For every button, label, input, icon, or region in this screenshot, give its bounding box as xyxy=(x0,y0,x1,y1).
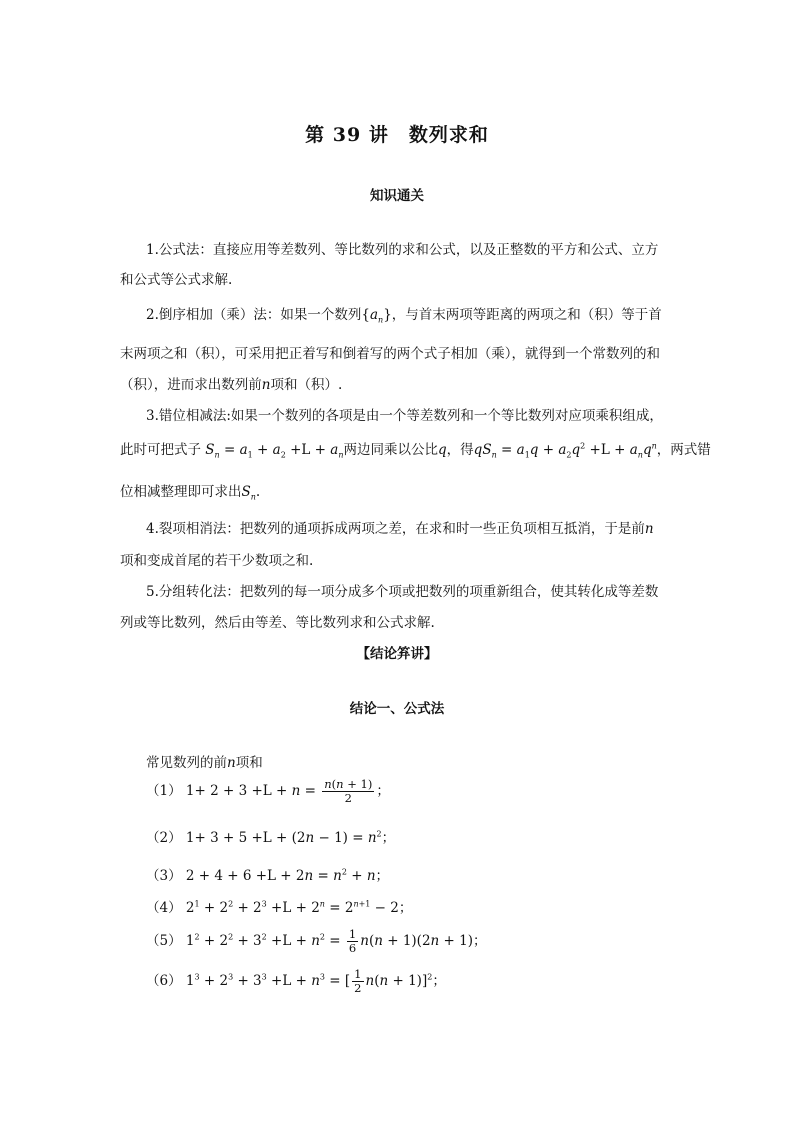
method-3-text-a: 此时可把式子 xyxy=(120,442,201,458)
formula-label: （5） xyxy=(146,933,182,950)
method-3-line-3 xyxy=(120,480,260,502)
conclusion-title: 结论一、公式法 xyxy=(349,701,445,717)
method-3-text-e: 位相减整理即可求出 xyxy=(120,484,242,500)
sequence-notation: $\{a_n\}$ xyxy=(361,307,392,325)
fraction: $\frac{1}{2}$ xyxy=(354,967,362,996)
formula-4: （4） $2^1 + 2^2 + 2^3 +L + 2^n = 2^{n+1} - 2$； xyxy=(146,899,413,916)
method-1-line-2: 和公式等公式求解. xyxy=(120,272,233,288)
conclusion-section-header: 【结论笲讲】 xyxy=(356,646,438,662)
method-2-text-d: 项和（积）. xyxy=(270,377,343,393)
formula-6: （6） $1^3 + 2^3 + 3^3 +L + n^3$ = [ $\frac{1}{2}$ n(n + 1)]$^2$； xyxy=(146,967,446,996)
method-2-line-2: 末两项之和（积），可采用把正着写和倒着写的两个式子相加（乘），就得到一个常数列的和 xyxy=(120,346,660,362)
page-title: 第 39 讲 数列求和 xyxy=(305,124,489,146)
method-2-line-3 xyxy=(120,373,342,393)
var-n: n xyxy=(227,755,236,771)
fraction: $\frac{1}{6}$ xyxy=(348,927,357,956)
qsum-expression: $qS_n = a_1q + a_2q^2 +L + a_nq^n$ xyxy=(473,441,657,460)
formula-1: （1） 1+ 2 + 3 +L + n = $\frac{n(n + 1)}{2}$ ； xyxy=(146,777,390,806)
sum-expression: $S_n = a_1 + a_2 +L + a_n$ xyxy=(205,442,344,460)
var-n: n xyxy=(644,521,654,537)
formula-label: （1） xyxy=(146,783,182,800)
method-4-line-2: 项和变成首尾的若干少数项之和. xyxy=(120,553,314,569)
formula-label: （6） xyxy=(146,973,182,990)
formula-5: （5） $1^2 + 2^2 + 3^2 +L + n^2$ = $\frac{1}{6}$ n(n + 1)(2n + 1)； xyxy=(146,927,487,956)
method-3-line-1: 3.错位相减法:如果一个数列的各项是由一个等差数列和一个等比数列对应项乘积组成， xyxy=(146,408,663,424)
formula-intro xyxy=(146,751,263,771)
var-n: n xyxy=(261,377,271,393)
formula-3: （3） $2 + 4 + 6 +L + 2n = n^2 + n$； xyxy=(146,867,390,884)
method-2-text-a: 2.倒序相加（乘）法：如果一个数列 xyxy=(146,307,362,323)
method-1-line-1: 1.公式法：直接应用等差数列、等比数列的求和公式，以及正整数的平方和公式、立方 xyxy=(146,242,659,258)
method-2-text-c: （积），进而求出数列前 xyxy=(120,377,262,393)
method-4-text-a: 4.裂项相消法：把数列的通项拆成两项之差，在求和时一些正负项相互抵消，于是前 xyxy=(146,521,645,537)
var-q: q xyxy=(438,442,447,458)
method-3-text-d: ，两式错 xyxy=(656,442,711,458)
method-5-line-1: 5.分组转化法：把数列的每一项分成多个项或把数列的项重新组合，使其转化成等差数 xyxy=(146,584,659,600)
formula-intro-text-b: 项和 xyxy=(235,755,263,771)
method-3-text-c: ，得 xyxy=(446,442,474,458)
method-3-text-b: 两边同乘以公比 xyxy=(343,442,439,458)
formula-label: （4） xyxy=(146,900,182,916)
fraction: $\frac{n(n + 1)}{2}$ xyxy=(324,777,373,806)
method-2-line-1 xyxy=(146,303,662,325)
method-5-line-2: 列或等比数列，然后由等差、等比数列求和公式求解. xyxy=(120,615,435,631)
section-subtitle: 知识通关 xyxy=(370,188,424,204)
sn-symbol: $S_n$. xyxy=(241,484,261,502)
formula-label: （2） xyxy=(146,830,182,846)
formula-intro-text-a: 常见数列的前 xyxy=(146,755,227,771)
formula-2: （2） $1+ 3 + 5 +L + (2n - 1) = n^2$； xyxy=(146,829,396,846)
method-4-line-1 xyxy=(146,517,654,537)
method-3-line-2 xyxy=(120,438,711,460)
method-2-text-b: ，与首末两项等距离的两项之和（积）等于首 xyxy=(391,307,662,323)
formula-label: （3） xyxy=(146,868,182,884)
